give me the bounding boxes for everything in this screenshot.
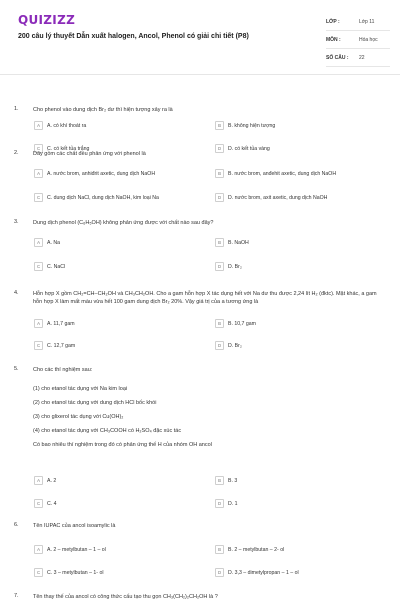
meta-row-class (326, 13, 390, 31)
worksheet-meta (326, 13, 390, 67)
option-c[interactable] (34, 339, 209, 352)
option-d[interactable] (215, 497, 389, 510)
question-number: 6. (14, 522, 19, 528)
meta-row-subject (326, 31, 390, 49)
meta-value: Hóa học (359, 36, 378, 43)
question-text: Cho các thí nghiệm sau: (33, 367, 93, 373)
option-marker-b: B (215, 238, 224, 247)
option-b-text: B. 10,7 gam (228, 320, 256, 327)
option-b-text: B. nước brom, anđehit axetic, dung dịch NaOH (228, 170, 337, 177)
experiment-line: (4) cho etanol tác dụng với CH₃COOH có H₂SO₄ đặc xúc tác (33, 428, 182, 434)
option-marker-c: C (34, 193, 43, 202)
option-marker-a: A (34, 169, 43, 178)
option-a-text: A. có khí thoát ra (47, 122, 87, 129)
option-marker-c: C (34, 262, 43, 271)
meta-value: Lớp 11 (359, 18, 375, 25)
experiment-line: (3) cho glixerol tác dụng với Cu(OH)₂ (33, 414, 124, 420)
option-b[interactable] (215, 119, 389, 132)
meta-key: LỚP : (326, 18, 340, 25)
option-marker-c: C (34, 341, 43, 350)
question-number: 5. (14, 366, 19, 372)
option-d-text: D. 1 (228, 500, 238, 507)
option-a-text: A. 2 (47, 477, 57, 484)
option-c-text: C. NaCl (47, 263, 66, 270)
option-b[interactable] (215, 543, 389, 556)
option-a-text: A. 11,7 gam (47, 320, 75, 327)
question-text: Hỗn hợp X gồm CH₂=CH–CH₂OH và CH₃CH₂OH. Cho a gam hỗn hợp X tác dụng hết với Na dư thu được 2,24 lít H₂ (đktc). Mặt khác, a gam hỗn hợp X làm mất màu vừa hết 100 gam dung dịch Br₂ 20%. Vậy giá trị của a tương ứng là (33, 291, 377, 305)
option-marker-b: B (215, 319, 224, 328)
option-marker-a: A (34, 238, 43, 247)
question-text: Tên thay thế của ancol có công thức cấu tạo thu gọn CH₃(CH₂)₂CH₂OH là ? (33, 594, 218, 600)
option-marker-b: B (215, 545, 224, 554)
question-text: Dãy gồm các chất đều phản ứng với phenol là (33, 151, 146, 157)
meta-row-count (326, 49, 390, 67)
option-a[interactable] (34, 474, 209, 487)
question-number: 7. (14, 593, 19, 599)
option-a[interactable] (34, 119, 209, 132)
option-b-text: B. không hiện tượng (228, 122, 276, 129)
option-a-text: A. Na (47, 239, 60, 246)
experiment-line: (2) cho etanol tác dụng với dung dịch HCl bốc khói (33, 400, 157, 406)
meta-value: 22 (359, 54, 365, 61)
option-b[interactable] (215, 236, 389, 249)
option-d[interactable] (215, 191, 389, 204)
option-d[interactable] (215, 566, 389, 579)
option-c[interactable] (34, 566, 209, 579)
option-b[interactable] (215, 474, 389, 487)
option-marker-d: D (215, 499, 224, 508)
option-d-text: D. nước brom, axit axetic, dung dịch NaOH (228, 194, 328, 201)
quizizz-logo: QUIZIZZ (18, 13, 76, 27)
option-c[interactable] (34, 497, 209, 510)
question-text: Cho phenol vào dung dịch Br₂ dư thì hiện tượng xảy ra là (33, 107, 173, 113)
option-b[interactable] (215, 167, 389, 180)
option-c-text: C. dung dịch NaCl, dung dịch NaOH, kim loại Na (47, 194, 159, 201)
option-d[interactable] (215, 339, 389, 352)
option-marker-a: A (34, 121, 43, 130)
option-marker-b: B (215, 121, 224, 130)
meta-key: MÔN : (326, 36, 341, 43)
question-number: 1. (14, 106, 19, 112)
option-marker-c: C (34, 568, 43, 577)
option-a[interactable] (34, 543, 209, 556)
option-a[interactable] (34, 236, 209, 249)
option-a[interactable] (34, 167, 209, 180)
option-marker-d: D (215, 341, 224, 350)
experiment-list (33, 382, 385, 452)
option-b-text: B. 2 – metylbutan – 2- ol (228, 546, 285, 553)
question-text: Tên IUPAC của ancol isoamylic là (33, 523, 116, 529)
option-marker-b: B (215, 476, 224, 485)
option-d-text: D. Br₂ (228, 263, 242, 270)
option-c-text: C. 12,7 gam (47, 342, 76, 349)
question-number: 2. (14, 150, 19, 156)
worksheet-header (0, 0, 400, 70)
option-b-text: B. 3 (228, 477, 238, 484)
option-a-text: A. nước brom, anhiđrit axetic, dung dịch NaOH (47, 170, 156, 177)
worksheet-title: 200 câu lý thuyết Dẫn xuất halogen, Ancol, Phenol có giải chi tiết (P8) (18, 33, 249, 40)
option-d[interactable] (215, 260, 389, 273)
option-marker-b: B (215, 169, 224, 178)
option-marker-a: A (34, 545, 43, 554)
option-marker-c: C (34, 499, 43, 508)
option-marker-c: C (34, 144, 43, 153)
meta-key: SỐ CÂU : (326, 54, 349, 61)
question-number: 4. (14, 290, 19, 296)
experiment-line: (1) cho etanol tác dụng với Na kim loại (33, 386, 128, 392)
option-c[interactable] (34, 260, 209, 273)
option-a-text: A. 2 – metylbutan – 1 – ol (47, 546, 106, 553)
option-marker-a: A (34, 319, 43, 328)
option-b[interactable] (215, 317, 389, 330)
option-c[interactable] (34, 191, 209, 204)
experiment-line: Có bao nhiêu thí nghiệm trong đó có phản ứng thế H của nhóm OH ancol (33, 442, 212, 448)
option-c-text: C. 3 – metylbutan – 1- ol (47, 569, 104, 576)
option-marker-d: D (215, 144, 224, 153)
question-text: Dung dịch phenol (C₆H₅OH) không phản ứng được với chất nào sau đây? (33, 220, 214, 226)
option-marker-a: A (34, 476, 43, 485)
question-number: 3. (14, 219, 19, 225)
option-d-text: D. 3,3 – dimetylpropan – 1 – ol (228, 569, 299, 576)
option-marker-d: D (215, 568, 224, 577)
option-d-text: D. có kết tủa vàng (228, 145, 270, 152)
option-marker-d: D (215, 193, 224, 202)
option-a[interactable] (34, 317, 209, 330)
option-d-text: D. Br₂ (228, 342, 242, 349)
option-b-text: B. NaOH (228, 239, 249, 246)
header-divider (0, 74, 400, 75)
option-c-text: C. 4 (47, 500, 57, 507)
option-marker-d: D (215, 262, 224, 271)
option-c-text: C. có kết tủa trắng (47, 145, 90, 152)
